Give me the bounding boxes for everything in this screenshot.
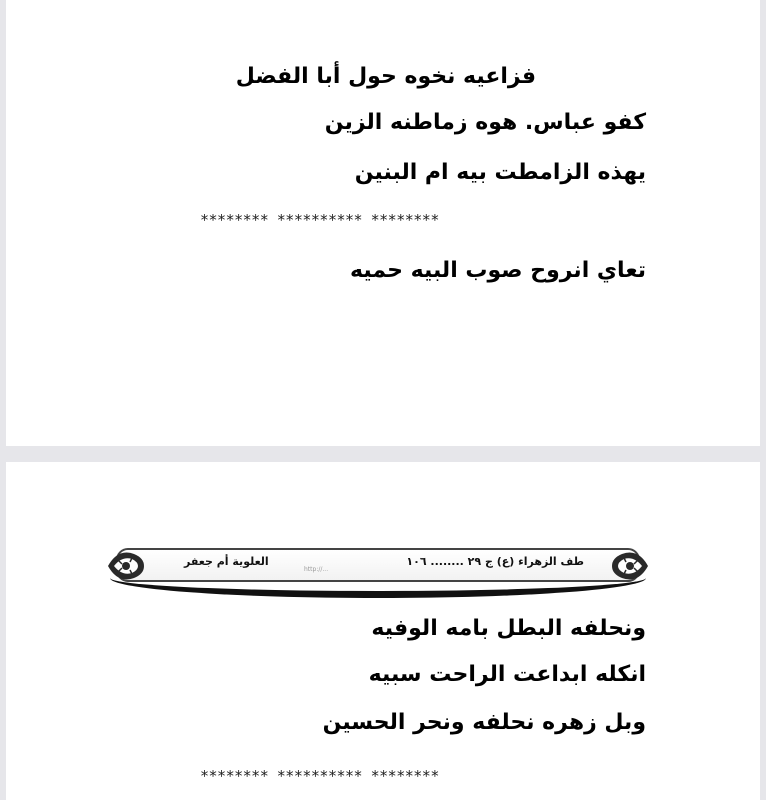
poem-title: فزاعيه نخوه حول أبا الفضل — [235, 64, 536, 89]
poem-line: يهذه الزامطت بيه ام البنين — [354, 160, 646, 185]
poem-line: تعاي انروح صوب البيه حميه — [350, 258, 646, 283]
document-page-bottom — [6, 462, 760, 800]
ornament-icon — [104, 544, 148, 588]
page-header-banner — [104, 544, 652, 606]
poem-line: ونحلفه البطل بامه الوفيه — [371, 616, 646, 641]
header-author: العلوية أم جعفر — [184, 555, 269, 568]
poem-line: وبل زهره نحلفه ونحر الحسين — [322, 710, 646, 735]
poem-line: كفو عباس. هوه زماطنه الزين — [324, 110, 646, 135]
document-page-top — [6, 0, 760, 446]
header-book-info: طف الزهراء (ع) ج ٢٩ ........ ١٠٦ — [406, 555, 584, 568]
poem-line: انكله ابداعت الراحت سبيه — [368, 662, 646, 687]
ornament-icon — [608, 544, 652, 588]
header-watermark-url: http://... — [304, 566, 329, 573]
stars-divider: ******** ********** ******** — [200, 767, 439, 785]
stars-divider: ******** ********** ******** — [200, 211, 439, 229]
